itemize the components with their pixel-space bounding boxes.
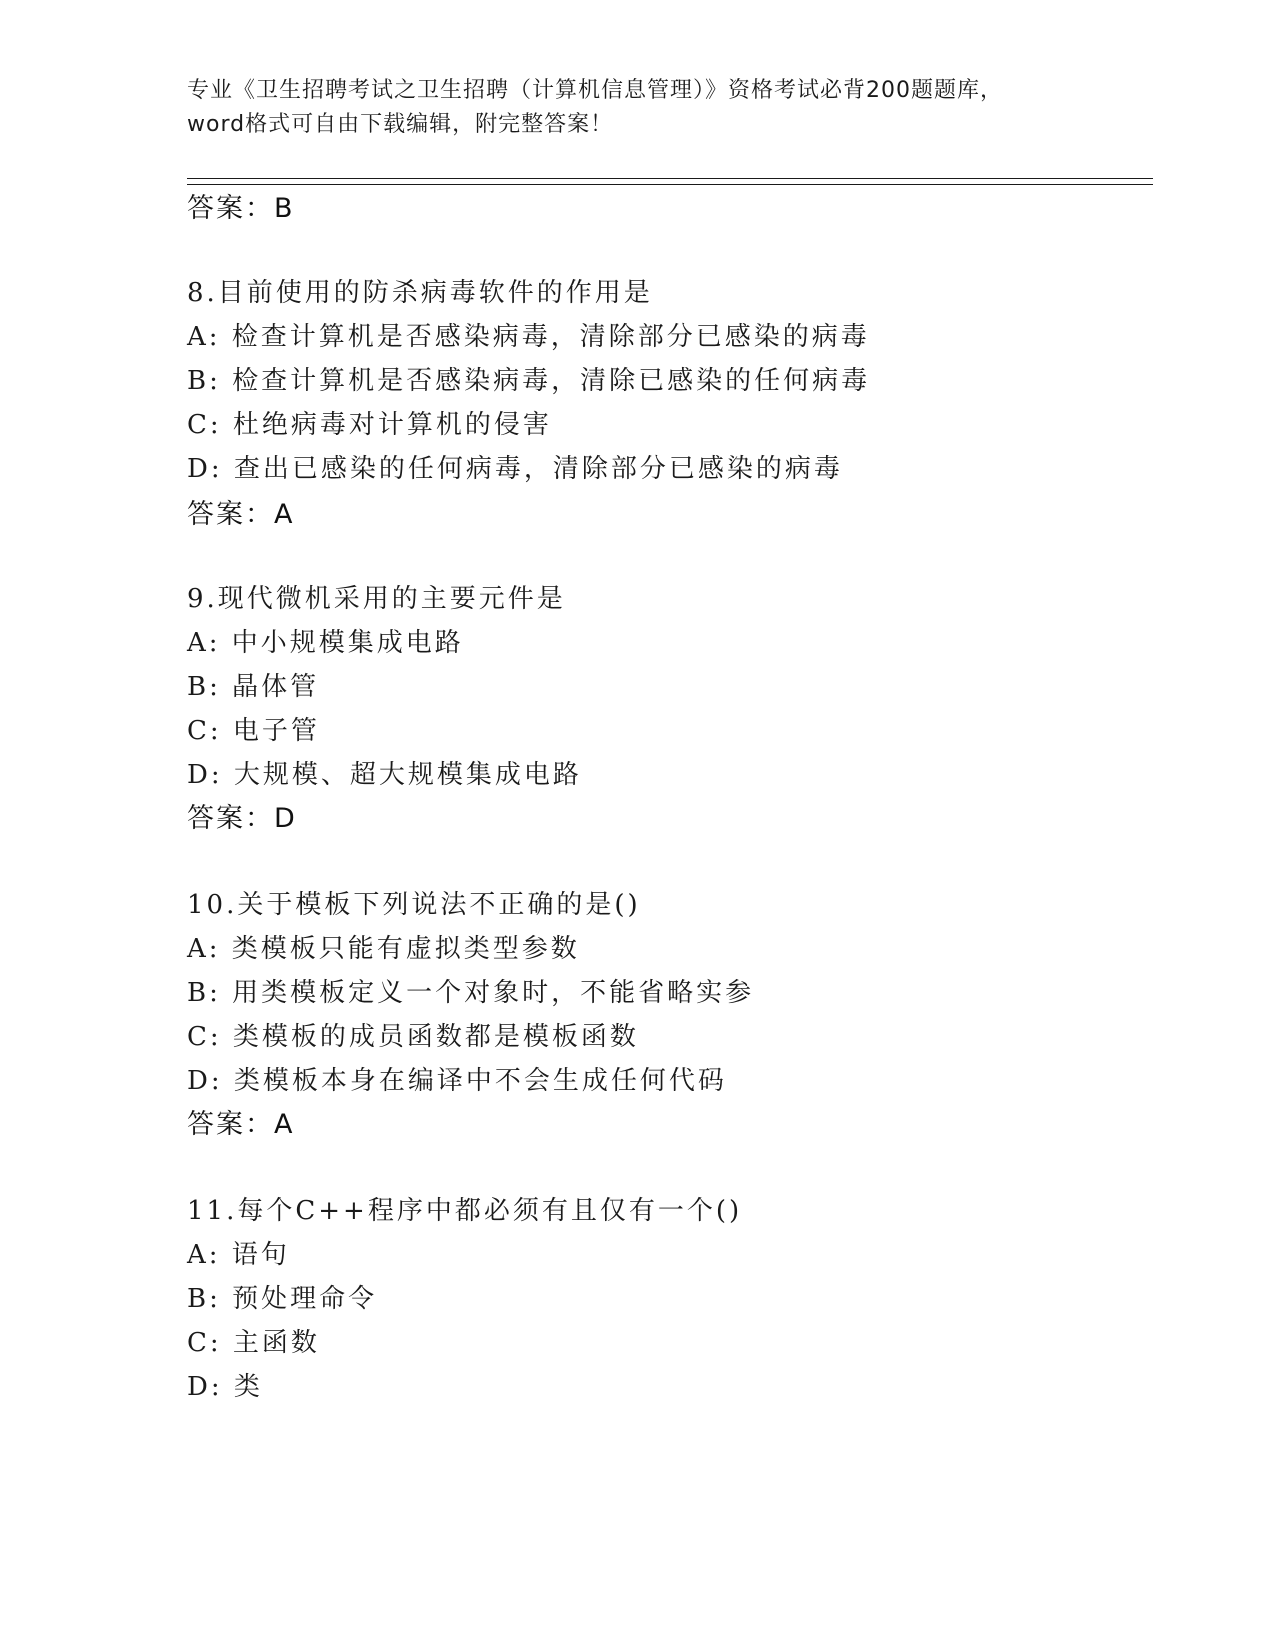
option-b: B: 晶体管 <box>187 672 320 702</box>
document-header <box>187 74 1087 142</box>
option-c: C: 电子管 <box>187 716 320 746</box>
option-a: A: 类模板只能有虚拟类型参数 <box>187 934 580 964</box>
option-d: D: 类 <box>187 1372 263 1402</box>
option-b: B: 用类模板定义一个对象时，不能省略实参 <box>187 978 755 1008</box>
header-divider-bottom <box>187 184 1153 185</box>
option-a: A: 中小规模集成电路 <box>187 628 464 658</box>
option-c: C: 主函数 <box>187 1328 320 1358</box>
question-stem: 10.关于模板下列说法不正确的是() <box>187 890 641 920</box>
option-a: A: 检查计算机是否感染病毒，清除部分已感染的病毒 <box>187 322 870 352</box>
question-answer: 答案：A <box>187 1109 295 1140</box>
header-line-2: word格式可自由下载编辑，附完整答案！ <box>187 112 614 137</box>
previous-answer: 答案：B <box>187 193 295 224</box>
header-divider-top <box>187 178 1153 179</box>
question-stem: 8.目前使用的防杀病毒软件的作用是 <box>187 278 653 308</box>
question-answer: 答案：D <box>187 803 297 834</box>
option-d: D: 类模板本身在编译中不会生成任何代码 <box>187 1066 727 1096</box>
option-d: D: 查出已感染的任何病毒，清除部分已感染的病毒 <box>187 454 843 484</box>
option-c: C: 类模板的成员函数都是模板函数 <box>187 1022 639 1052</box>
option-d: D: 大规模、超大规模集成电路 <box>187 760 582 790</box>
option-b: B: 预处理命令 <box>187 1284 378 1314</box>
option-a: A: 语句 <box>187 1240 290 1270</box>
option-b: B: 检查计算机是否感染病毒，清除已感染的任何病毒 <box>187 366 871 396</box>
question-stem: 9.现代微机采用的主要元件是 <box>187 584 566 614</box>
question-stem: 11.每个C++程序中都必须有且仅有一个() <box>187 1196 743 1226</box>
option-c: C: 杜绝病毒对计算机的侵害 <box>187 410 552 440</box>
header-line-1: 专业《卫生招聘考试之卫生招聘（计算机信息管理）》资格考试必背200题题库， <box>187 78 1003 103</box>
question-answer: 答案：A <box>187 499 295 530</box>
